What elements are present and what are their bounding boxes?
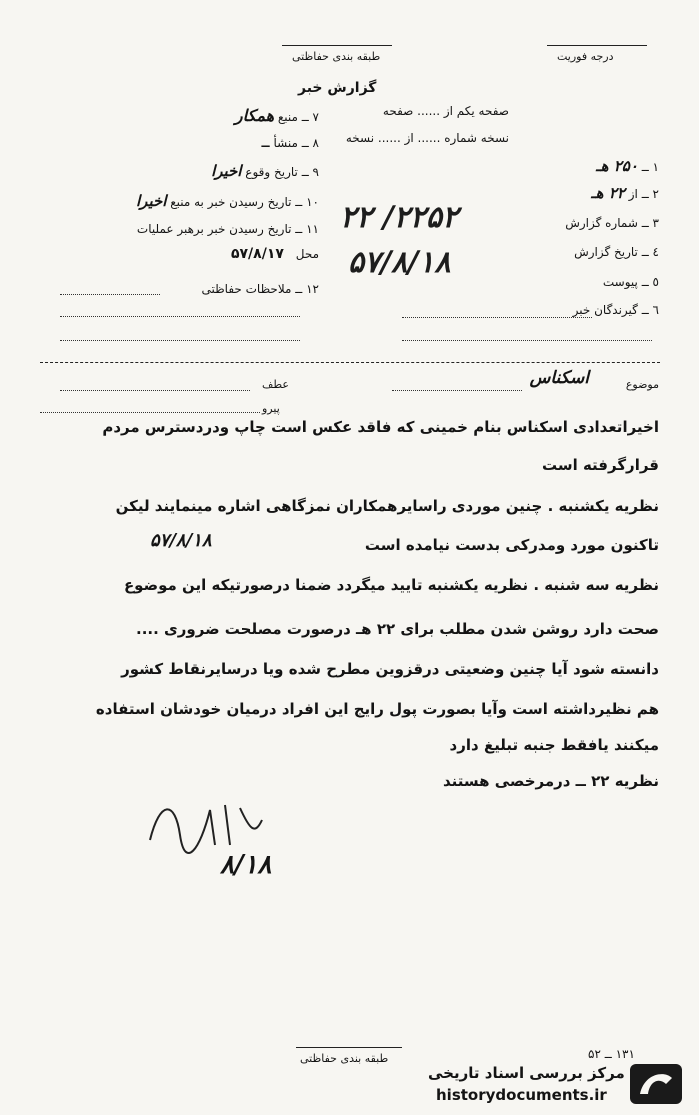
origin-field-label: ۸ ــ منشأ [269, 136, 319, 150]
footer-rule [296, 1047, 402, 1048]
report-title: گزارش خبر [298, 80, 377, 96]
received-by-source-label: ۱۰ ــ تاریخ رسیدن خبر به منبع [166, 195, 319, 209]
received-by-source-value: اخیرا [136, 192, 167, 210]
occurrence-date-field [211, 162, 319, 180]
classification-label-bottom: طبقه بندی حفاظتی [300, 1052, 389, 1065]
form-code: ۱۳۱ ــ ۵۲ [588, 1047, 635, 1061]
source-field-value: همکار [234, 106, 275, 125]
handwritten-report-date: ۵۷/۸/۱۸ [348, 245, 451, 280]
received-by-leader-label: ۱۱ ــ تاریخ رسیدن خبر برهبر عملیات [136, 222, 319, 236]
occurrence-date-label: ۹ ــ تاریخ وقوع [241, 165, 319, 179]
origin-field-value: ــ [261, 136, 270, 150]
to-field-value: ۲۵۰ هـ [596, 157, 638, 175]
classification-label-top: طبقه بندی حفاظتی [292, 50, 381, 63]
location-value: ۵۷/۸/۱۷ [230, 246, 284, 262]
from-field-value: ۲۲ هـ [591, 184, 625, 202]
page-of-field: صفحه یکم از ...... صفحه [382, 104, 509, 118]
report-number-label: ۳ ــ شماره گزارش [565, 216, 659, 230]
recipients-dotted-line [402, 317, 592, 318]
subject-value: اسکناس [529, 368, 589, 388]
received-by-source-field [136, 192, 319, 210]
extra-dotted-line-right-1 [60, 316, 300, 317]
handwritten-report-number: ۲۲۵۲/ ۲۲ [340, 200, 459, 235]
body-line-3: نظریه یکشنبه . چنین موردی راسایرهمکاران نمزگاهی اشاره مینمایند لیکن [115, 497, 659, 515]
body-line-1: اخیراتعدادی اسکناس بنام خمینی که فاقد عکس است چاپ ودردسترس مردم [102, 418, 659, 436]
location-field [231, 246, 319, 262]
watermark-line-1: مرکز بررسی اسناد تاریخی [428, 1064, 625, 1082]
body-line-7: دانسته شود آیا چنین وضعیتی درقزوین مطرح شده ویا درسایرنقاط کشور [121, 660, 659, 678]
location-label: محل [291, 247, 319, 261]
urgency-label: درجه فوریت [557, 50, 614, 63]
body-line-2: قرارگرفته است [541, 456, 659, 474]
from-field-label: ۲ ــ از [624, 187, 659, 201]
body-line-8: هم نظیرداشته است وآیا بصورت پول رایج این افراد درمیان خودشان استفاده [95, 700, 659, 718]
body-line-4: تاکنون مورد ومدرکی بدست نیامده است [364, 536, 659, 554]
body-line-10: نظریه ۲۲ ــ درمرخصی هستند [442, 772, 659, 790]
body-line-5: نظریه سه شنبه . نظریه یکشنبه تایید میگردد ضمنا درصورتیکه این موضوع [123, 576, 659, 594]
extra-dotted-line-right-2 [60, 340, 300, 341]
handwritten-signature-date: ۸/۱۸ [220, 850, 272, 880]
section-divider [40, 362, 660, 363]
recipients-label: ٦ ــ گیرندگان خبر [572, 303, 659, 317]
ref-label: عطف [262, 378, 289, 391]
attachment-label: ٥ ــ پیوست [602, 275, 659, 289]
follow-label: پیرو [262, 402, 280, 415]
body-line-6: صحت دارد روشن شدن مطلب برای ۲۲ هـ درصورت مصلحت ضروری .... [136, 620, 659, 638]
source-field [235, 106, 319, 125]
origin-field [261, 136, 319, 150]
watermark-line-2: historydocuments.ir [436, 1086, 607, 1104]
occurrence-date-value: اخیرا [211, 162, 242, 180]
extra-dotted-line-left [402, 340, 652, 341]
security-notes-label: ۱۲ ــ ملاحظات حفاظتی [201, 282, 319, 296]
to-field [596, 157, 659, 175]
classification-top-rule [282, 45, 392, 46]
subject-dotted-line [392, 390, 522, 391]
to-field-label: ۱ ــ [637, 160, 659, 174]
copy-number-field: نسخه شماره ...... از ...... نسخه [345, 131, 509, 145]
handwritten-note-date: ۵۷/۸/۱۸ [150, 530, 212, 551]
urgency-rule [547, 45, 647, 46]
follow-dotted-line [40, 412, 260, 413]
subject-label: موضوع [625, 378, 659, 391]
from-field [591, 184, 659, 202]
source-field-label: ۷ ــ منبع [274, 110, 319, 124]
report-date-label: ٤ ــ تاریخ گزارش [574, 245, 659, 259]
ref-dotted-line [60, 390, 250, 391]
archive-logo-icon [630, 1064, 682, 1104]
body-line-9: میکنند یافقط جنبه تبلیغ دارد [449, 736, 659, 754]
security-notes-dotted-line [60, 294, 160, 295]
